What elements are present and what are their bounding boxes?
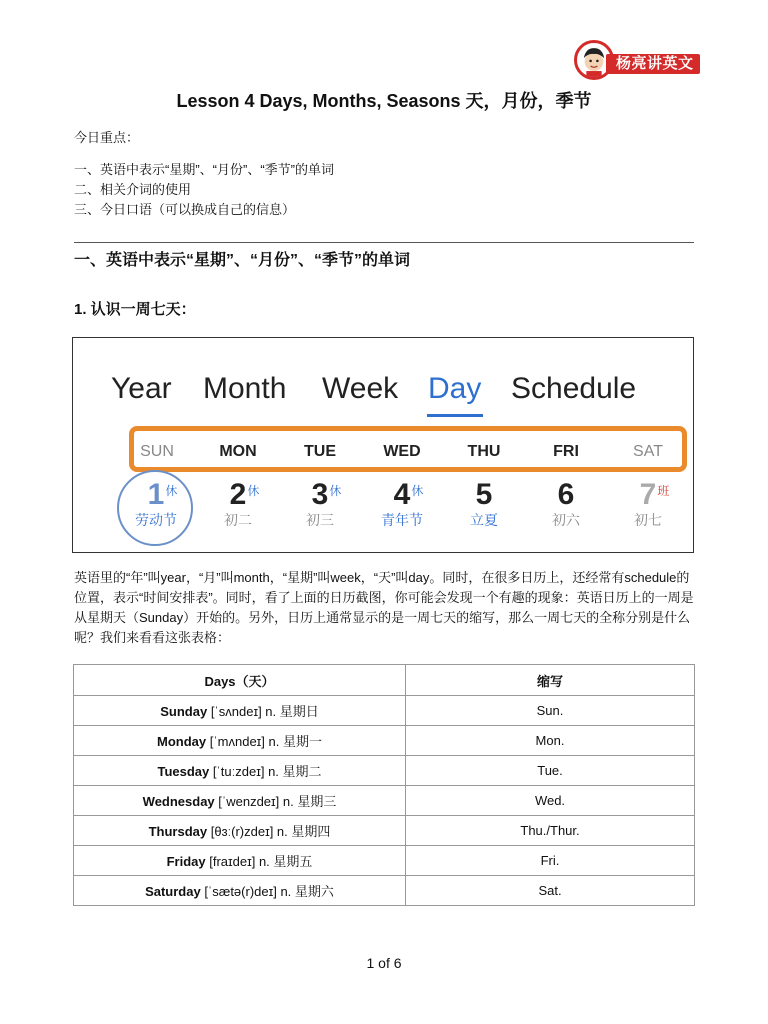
- weekday-wed: WED: [383, 443, 421, 460]
- day-cell: [74, 756, 406, 786]
- tab-month[interactable]: Month: [203, 372, 287, 405]
- day-detail: [ˈsʌndeɪ] n. 星期日: [207, 704, 319, 719]
- day-word: Tuesday: [157, 764, 210, 779]
- day-detail: [ˈsætə(r)deɪ] n. 星期六: [200, 884, 334, 899]
- table-row: [74, 876, 695, 906]
- calendar-day[interactable]: [613, 478, 683, 530]
- day-cell: [74, 816, 406, 846]
- weekday-fri: FRI: [553, 443, 579, 460]
- active-tab-indicator: [427, 414, 483, 417]
- calendar-screenshot: [72, 337, 694, 553]
- days-table: [73, 664, 695, 906]
- lunar-label: 初二: [224, 512, 252, 528]
- day-word: Sunday: [160, 704, 208, 719]
- day-number: 2: [229, 478, 247, 511]
- day-number: 5: [475, 478, 493, 511]
- day-detail: [ˈtuːzdeɪ] n. 星期二: [209, 764, 322, 779]
- holiday-badge: 休: [329, 484, 342, 498]
- calendar-day[interactable]: [449, 478, 519, 530]
- abbr-cell: Wed.: [406, 786, 695, 816]
- section-heading: 一、英语中表示“星期”、“月份”、“季节”的单词: [74, 252, 411, 269]
- weekday-sat: SAT: [633, 443, 663, 460]
- day-word: Friday: [166, 854, 206, 869]
- weekday-thu: THU: [467, 443, 501, 460]
- page-title: Lesson 4 Days, Months, Seasons 天，月份，季节: [176, 91, 592, 111]
- divider: [74, 242, 694, 243]
- focus-item: 一、英语中表示“星期”、“月份”、“季节”的单词: [74, 162, 334, 177]
- page-indicator: 1 of 6: [366, 955, 402, 971]
- day-number: 7: [639, 478, 657, 511]
- table-row: [74, 696, 695, 726]
- abbr-cell: Sat.: [406, 876, 695, 906]
- day-cell: [74, 726, 406, 756]
- weekday-mon: MON: [219, 443, 257, 460]
- day-detail: [ˈmʌndeɪ] n. 星期一: [206, 734, 322, 749]
- holiday-badge: 休: [247, 484, 260, 498]
- abbr-cell: Tue.: [406, 756, 695, 786]
- day-word: Saturday: [145, 884, 201, 899]
- day-detail: [ˈwenzdeɪ] n. 星期三: [214, 794, 337, 809]
- day-number: 3: [311, 478, 329, 511]
- lunar-label: 初六: [552, 512, 580, 528]
- day-cell: [74, 876, 406, 906]
- brand-logo: [572, 40, 696, 84]
- day-cell: [74, 786, 406, 816]
- calendar-day[interactable]: [203, 478, 273, 530]
- tab-schedule[interactable]: Schedule: [511, 372, 637, 405]
- holiday-badge: 休: [165, 484, 178, 498]
- table-row: [74, 786, 695, 816]
- table-row: [74, 846, 695, 876]
- table-row: [74, 816, 695, 846]
- focus-label: 今日重点：: [74, 130, 140, 145]
- abbr-cell: Sun.: [406, 696, 695, 726]
- day-number: 1: [147, 478, 165, 511]
- abbr-cell: Fri.: [406, 846, 695, 876]
- calendar-view-tabs: [73, 372, 693, 412]
- day-number: 6: [557, 478, 575, 511]
- body-paragraph: 英语里的“年”叫year，“月”叫month，“星期”叫week，“天”叫day。同时，在很多日历上，还经常有schedule的位置，表示“时间安排表”。同时，看了上面的日历截图，你可能会发现一个有趣的现象：英语日历上的一周是从星期天（Sunday）开始的。另外，日历上通常显示的是一周七天的缩写，那么一周七天的全称分别是什么呢？我们来看看这张表格：: [74, 570, 694, 645]
- day-word: Wednesday: [142, 794, 215, 809]
- tab-year[interactable]: Year: [111, 372, 172, 405]
- focus-item: 三、今日口语（可以换成自己的信息）: [74, 202, 296, 217]
- day-number: 4: [393, 478, 411, 511]
- table-header-row: [74, 665, 695, 696]
- weekday-sun: SUN: [140, 443, 174, 460]
- logo-text: 杨亮讲英文: [606, 54, 700, 74]
- table-row: [74, 726, 695, 756]
- column-header-days: Days（天）: [74, 665, 406, 696]
- calendar-day[interactable]: [367, 478, 437, 530]
- day-detail: [θɜː(r)zdeɪ] n. 星期四: [207, 824, 331, 839]
- lunar-label: 劳动节: [135, 512, 177, 528]
- calendar-day[interactable]: [531, 478, 601, 530]
- lunar-label: 初三: [306, 512, 334, 528]
- day-cell: [74, 846, 406, 876]
- weekday-tue: TUE: [304, 443, 336, 460]
- calendar-day[interactable]: [285, 478, 355, 530]
- lunar-label: 立夏: [470, 512, 498, 528]
- tab-week[interactable]: Week: [322, 372, 399, 405]
- tab-day[interactable]: Day: [428, 372, 482, 405]
- day-detail: [fraɪdeɪ] n. 星期五: [205, 854, 313, 869]
- column-header-abbr: 缩写: [406, 665, 695, 696]
- focus-block: [74, 128, 334, 220]
- workday-badge: 班: [657, 484, 670, 498]
- abbr-cell: Thu./Thur.: [406, 816, 695, 846]
- day-word: Monday: [156, 734, 207, 749]
- day-cell: [74, 696, 406, 726]
- abbr-cell: Mon.: [406, 726, 695, 756]
- lunar-label: 初七: [634, 512, 662, 528]
- day-word: Thursday: [148, 824, 208, 839]
- sub-heading: 1. 认识一周七天：: [74, 301, 196, 318]
- calendar-day[interactable]: [121, 478, 191, 530]
- table-row: [74, 756, 695, 786]
- focus-item: 二、相关介词的使用: [74, 182, 192, 197]
- lunar-label: 青年节: [381, 512, 423, 528]
- holiday-badge: 休: [411, 484, 424, 498]
